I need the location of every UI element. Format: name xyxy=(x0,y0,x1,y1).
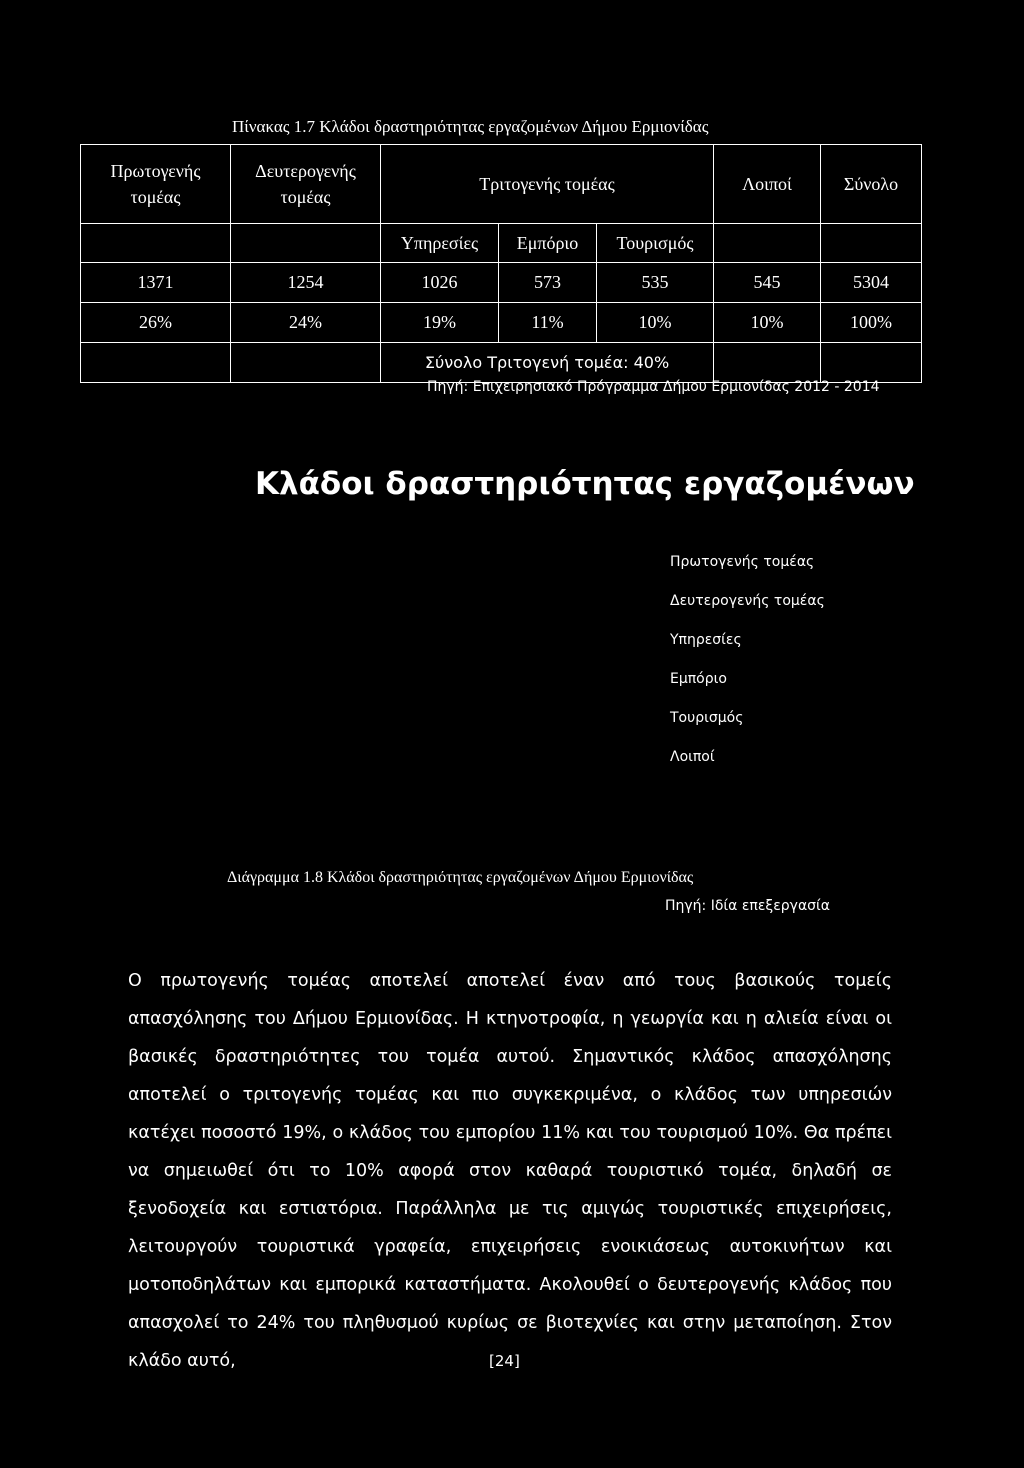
table-cell xyxy=(81,224,231,263)
table-caption: Πίνακας 1.7 Κλάδοι δραστηριότητας εργαζομένων Δήμου Ερμιονίδας xyxy=(232,117,709,136)
chart-title: Κλάδοι δραστηριότητας εργαζομένων xyxy=(255,466,915,502)
legend-item: Πρωτογενής τομέας xyxy=(670,554,815,570)
table-cell: 545 xyxy=(714,263,821,303)
table-subheader-row xyxy=(81,224,922,263)
table-row-percents xyxy=(81,303,922,343)
header-tertiary: Τριτογενής τομέας xyxy=(381,145,714,224)
chart-source: Πηγή: Ιδία επεξεργασία xyxy=(665,898,831,914)
table-row-tertiary-total xyxy=(81,343,922,383)
body-paragraph: Ο πρωτογενής τομέας αποτελεί αποτελεί έναν από τους βασικούς τομείς απασχόλησης του Δήμου Ερμιονίδας. Η κτηνοτροφία, η γεωργία και η αλιεία είναι οι βασικές δραστηριότητες του τομέα αυτού. Σημαντικός κλάδος απασχόλησης αποτελεί ο τριτογενής τομέας και πιο συγκεκριμένα, ο κλάδος των υπηρεσιών κατέχει ποσοστό 19%, ο κλάδος του εμπορίου 11% και του τουρισμού 10%. Θα πρέπει να σημειωθεί ότι το 10% αφορά στον καθαρά τουριστικό τομέα, δηλαδή σε ξενοδοχεία και εστιατόρια. Παράλληλα με τις αμιγώς τουριστικές επιχειρήσεις, λειτουργούν τουριστικά γραφεία, επιχειρήσεις ενοικιάσεως αυτοκινήτων και μοτοποδηλάτων και εμπορικά καταστήματα. Ακολουθεί ο δευτερογενής κλάδος που απασχολεί το 24% του πληθυσμού κυρίως σε βιοτεχνίες και στην μεταποίηση. Στον κλάδο αυτό, xyxy=(128,971,892,1371)
table-cell: 535 xyxy=(597,263,714,303)
legend-item: Τουρισμός xyxy=(670,710,744,726)
table-cell: 1371 xyxy=(81,263,231,303)
table-cell: 24% xyxy=(231,303,381,343)
subheader-services: Υπηρεσίες xyxy=(381,224,499,263)
chart-caption: Διάγραμμα 1.8 Κλάδοι δραστηριότητας εργαζομένων Δήμου Ερμιονίδας xyxy=(227,869,694,886)
table-cell: 26% xyxy=(81,303,231,343)
table-cell xyxy=(821,224,922,263)
header-secondary xyxy=(231,145,381,224)
table-cell xyxy=(231,224,381,263)
subheader-tourism: Τουρισμός xyxy=(597,224,714,263)
header-total: Σύνολο xyxy=(821,145,922,224)
table-cell: 19% xyxy=(381,303,499,343)
header-secondary-line2: τομέας xyxy=(280,187,331,207)
table-row-counts xyxy=(81,263,922,303)
table-cell: 1026 xyxy=(381,263,499,303)
legend-item: Υπηρεσίες xyxy=(670,632,742,648)
table-cell: 11% xyxy=(499,303,597,343)
table-cell xyxy=(231,343,381,383)
tertiary-total-cell: Σύνολο Τριτογενή τομέα: 40% xyxy=(381,343,714,383)
table-cell: 10% xyxy=(597,303,714,343)
table-header-row xyxy=(81,145,922,224)
table-cell xyxy=(714,224,821,263)
table-cell xyxy=(81,343,231,383)
header-secondary-line1: Δευτερογενής xyxy=(255,161,356,181)
employment-table xyxy=(80,144,922,383)
table-cell: 10% xyxy=(714,303,821,343)
subheader-commerce: Εμπόριο xyxy=(499,224,597,263)
table-cell: 100% xyxy=(821,303,922,343)
chart-legend xyxy=(670,554,825,788)
header-primary xyxy=(81,145,231,224)
header-others: Λοιποί xyxy=(714,145,821,224)
table-source: Πηγή: Επιχειρησιακό Πρόγραμμα Δήμου Ερμιονίδας 2012 - 2014 xyxy=(427,379,880,395)
header-primary-line2: τομέας xyxy=(130,187,181,207)
legend-item: Εμπόριο xyxy=(670,671,727,687)
table-cell xyxy=(821,343,922,383)
table-cell: 1254 xyxy=(231,263,381,303)
header-primary-line1: Πρωτογενής xyxy=(110,161,201,181)
table-cell: 573 xyxy=(499,263,597,303)
page-number: [24] xyxy=(489,1352,520,1370)
table-cell xyxy=(714,343,821,383)
legend-item: Λοιποί xyxy=(670,749,715,765)
table-cell: 5304 xyxy=(821,263,922,303)
legend-item: Δευτερογενής τομέας xyxy=(670,593,825,609)
